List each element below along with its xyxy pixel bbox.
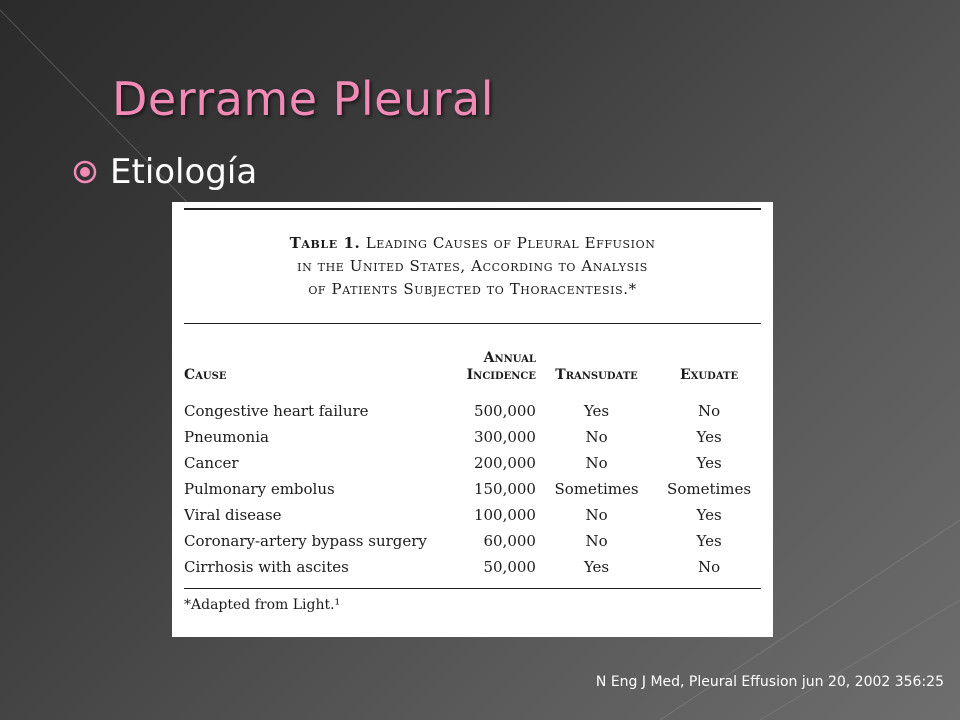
cell-exudate: Yes	[696, 454, 722, 472]
cell-transudate: No	[585, 506, 608, 524]
header-incidence	[432, 350, 536, 398]
cell-cause: Congestive heart failure	[184, 402, 369, 420]
table-image	[172, 202, 773, 637]
header-incidence-line-2: Incidence	[466, 367, 536, 383]
cell-incidence: 60,000	[483, 532, 536, 550]
table-header-rule	[184, 323, 761, 324]
table-caption	[184, 232, 761, 301]
header-incidence-line-1: Annual	[483, 350, 536, 366]
effusion-table	[184, 350, 761, 580]
cell-cause: Pulmonary embolus	[184, 480, 335, 498]
cell-cause: Cancer	[184, 454, 239, 472]
bullet-item	[72, 152, 257, 192]
cell-incidence: 200,000	[473, 454, 536, 472]
cell-exudate: Yes	[696, 532, 722, 550]
cell-exudate: Sometimes	[667, 480, 752, 498]
cell-cause: Viral disease	[184, 506, 282, 524]
table-row	[184, 528, 761, 554]
cell-cause: Pneumonia	[184, 428, 269, 446]
cell-incidence: 150,000	[473, 480, 536, 498]
table-row	[184, 424, 761, 450]
table-row	[184, 502, 761, 528]
table-row	[184, 398, 761, 424]
circled-dot-icon	[72, 159, 98, 185]
header-transudate: Transudate	[555, 367, 638, 383]
caption-line-2: in the United States, According to Analysis	[297, 257, 648, 275]
table-label: Table 1.	[289, 234, 361, 252]
caption-line-1: Leading Causes of Pleural Effusion	[365, 234, 656, 252]
cell-exudate: No	[697, 558, 721, 576]
cell-exudate: Yes	[696, 428, 722, 446]
cell-transudate: No	[585, 532, 608, 550]
cell-transudate: Yes	[583, 402, 610, 420]
header-exudate: Exudate	[680, 367, 739, 383]
caption-line-3: of Patients Subjected to Thoracentesis.*	[308, 280, 637, 298]
table-row	[184, 476, 761, 502]
cell-transudate: Sometimes	[554, 480, 639, 498]
header-cause: Cause	[184, 367, 227, 383]
table-row	[184, 450, 761, 476]
cell-transudate: No	[585, 454, 608, 472]
slide-title: Derrame Pleural	[112, 72, 495, 126]
cell-incidence: 500,000	[473, 402, 536, 420]
cell-exudate: Yes	[696, 506, 722, 524]
table-footnote: *Adapted from Light.¹	[184, 597, 341, 613]
table-row	[184, 554, 761, 580]
cell-incidence: 100,000	[473, 506, 536, 524]
cell-transudate: No	[585, 428, 608, 446]
table-header-row	[184, 350, 761, 398]
cell-transudate: Yes	[583, 558, 610, 576]
cell-cause: Coronary-artery bypass surgery	[184, 532, 427, 550]
table-bottom-rule	[184, 588, 761, 589]
source-citation: N Eng J Med, Pleural Effusion jun 20, 2002 356:25	[595, 674, 944, 690]
cell-incidence: 50,000	[483, 558, 536, 576]
cell-cause: Cirrhosis with ascites	[184, 558, 349, 576]
cell-incidence: 300,000	[473, 428, 536, 446]
cell-exudate: No	[697, 402, 721, 420]
bullet-text: Etiología	[110, 152, 258, 192]
table-top-rule	[184, 208, 761, 210]
